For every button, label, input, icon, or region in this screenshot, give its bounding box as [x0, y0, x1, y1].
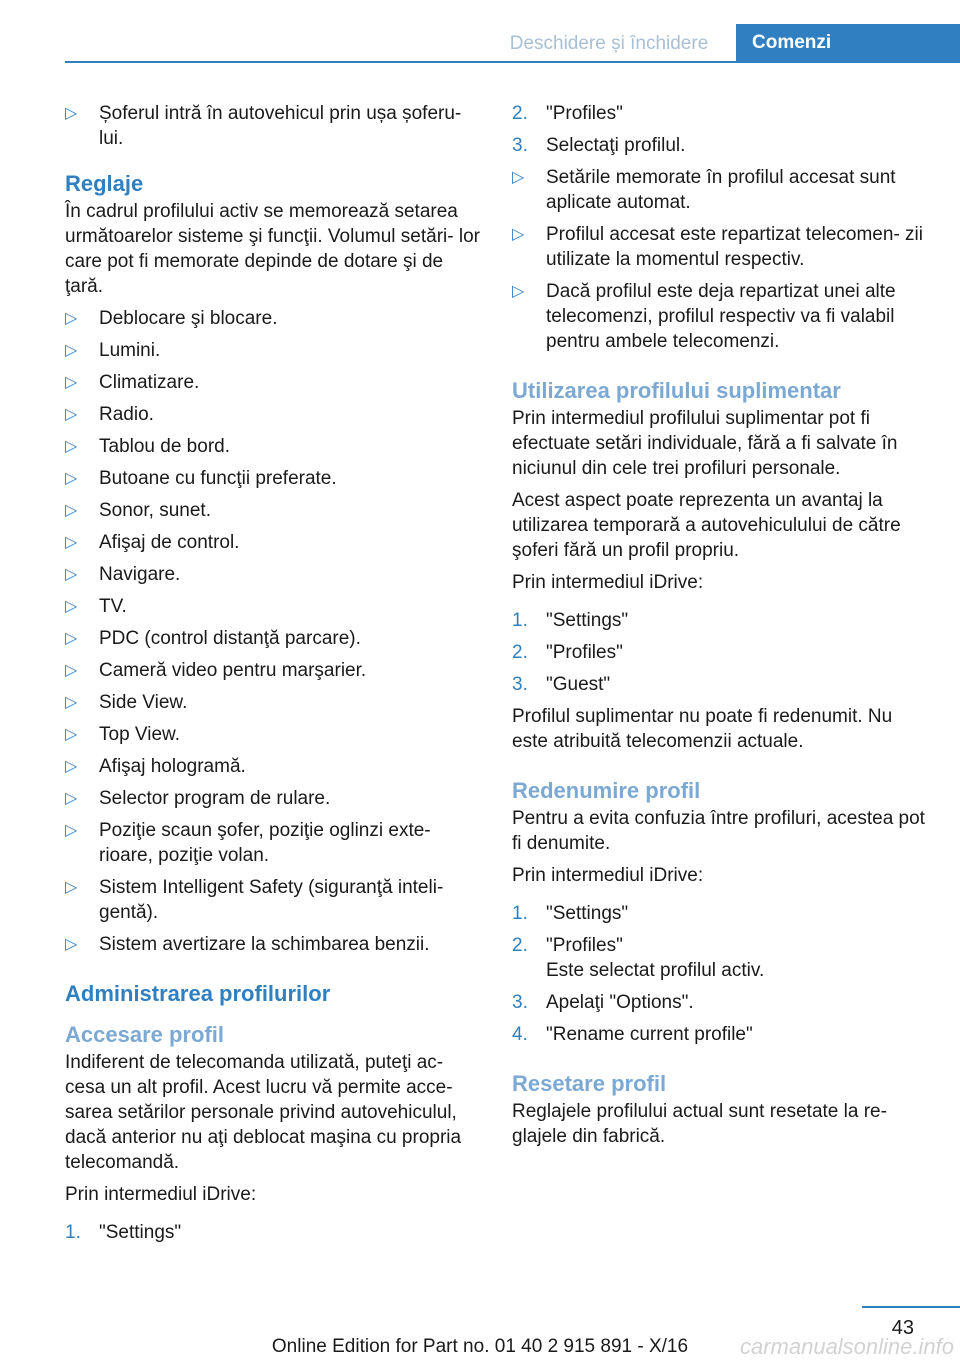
numbered-step [512, 133, 932, 158]
page-number: 43 [891, 1317, 914, 1339]
accesare-notes [512, 165, 932, 354]
list-item-text: Side View. [99, 692, 188, 713]
reglaje-text: În cadrul profilului activ se memorează setarea următoarelor sisteme şi funcţii. Volumul setări‐ lor care pot fi memorate depinde de dotare şi de ţară. [65, 201, 480, 297]
list-item-text: Cameră video pentru marşarier. [99, 660, 367, 681]
subsection-title-redenumire: Redenumire profil [512, 778, 701, 803]
step-text: "Profiles" [546, 935, 623, 956]
triangle-bullet-icon: ▷ [65, 534, 78, 551]
intro-list [65, 101, 485, 151]
triangle-bullet-icon: ▷ [512, 226, 525, 243]
list-item-text: PDC (control distanţă parcare). [99, 628, 361, 649]
list-item [65, 101, 485, 151]
redenumire-text: Pentru a evita confuzia între profiluri, acestea pot fi denumite. [512, 808, 925, 854]
triangle-bullet-icon: ▷ [65, 694, 78, 711]
triangle-bullet-icon: ▷ [65, 566, 78, 583]
list-item [512, 279, 932, 354]
list-item-text: Navigare. [99, 564, 181, 585]
header-chapter-tab[interactable]: Comenzi [736, 24, 960, 62]
list-item [65, 818, 485, 868]
triangle-bullet-icon: ▷ [65, 790, 78, 807]
numbered-step [512, 672, 932, 697]
list-item [65, 626, 485, 651]
triangle-bullet-icon: ▷ [65, 726, 78, 743]
list-item [65, 932, 485, 957]
step-number: 1. [512, 610, 528, 631]
accesare-steps-continued [512, 101, 932, 158]
triangle-bullet-icon: ▷ [512, 283, 525, 300]
list-item [65, 370, 485, 395]
numbered-step [512, 640, 932, 665]
list-item [65, 530, 485, 555]
list-item-text: Afişaj de control. [99, 532, 240, 553]
list-item-text: Setările memorate în profilul accesat sunt aplicate automat. [546, 167, 896, 213]
header-section-title: Deschidere și închidere [509, 33, 709, 54]
list-item [65, 690, 485, 715]
edition-footer: Online Edition for Part no. 01 40 2 915 891 - X/16 [271, 1336, 689, 1357]
list-item-text: Deblocare şi blocare. [99, 308, 278, 329]
triangle-bullet-icon: ▷ [65, 342, 78, 359]
list-item-text: Tablou de bord. [99, 436, 230, 457]
list-item [65, 562, 485, 587]
triangle-bullet-icon: ▷ [512, 169, 525, 186]
step-text: "Settings" [546, 610, 629, 631]
numbered-step [512, 990, 932, 1015]
triangle-bullet-icon: ▷ [65, 879, 78, 896]
subsection-title-accesare: Accesare profil [65, 1022, 224, 1047]
list-item [65, 594, 485, 619]
redenumire-steps [512, 901, 932, 1047]
step-number: 2. [512, 103, 528, 124]
triangle-bullet-icon: ▷ [65, 406, 78, 423]
idrive-label: Prin intermediul iDrive: [512, 865, 704, 886]
idrive-label: Prin intermediul iDrive: [512, 572, 704, 593]
list-item [512, 222, 932, 272]
section-title-administrare: Administrarea profilurilor [65, 981, 331, 1006]
list-item-text: Sistem Intelligent Safety (siguranţă inteli‐ gentă). [99, 877, 444, 923]
reglaje-list [65, 306, 485, 957]
numbered-step [512, 101, 932, 126]
list-item-text: Sistem avertizare la schimbarea benzii. [99, 934, 430, 955]
triangle-bullet-icon: ▷ [65, 470, 78, 487]
step-number: 4. [512, 1024, 528, 1045]
list-item [65, 754, 485, 779]
list-item [65, 338, 485, 363]
resetare-text: Reglajele profilului actual sunt resetate la re‐ glajele din fabrică. [512, 1101, 887, 1147]
watermark: carmanualsonline.info [739, 1334, 954, 1359]
step-text: Selectaţi profilul. [546, 135, 686, 156]
triangle-bullet-icon: ▷ [65, 630, 78, 647]
suplimentar-text-2: Acest aspect poate reprezenta un avantaj la utilizarea temporară a autovehiculului de către şoferi fără un profil propriu. [512, 490, 901, 561]
accesare-steps [65, 1220, 485, 1245]
subsection-title-suplimentar: Utilizarea profilului suplimentar [512, 378, 841, 403]
step-text: "Rename current profile" [546, 1024, 753, 1045]
list-item-text: Dacă profilul este deja repartizat unei alte telecomenzi, profilul respectiv va fi valabil pentru ambele telecomenzi. [546, 281, 896, 352]
numbered-step [512, 933, 932, 983]
list-item [65, 722, 485, 747]
list-item-text: Sonor, sunet. [99, 500, 211, 521]
idrive-label: Prin intermediul iDrive: [65, 1184, 257, 1205]
triangle-bullet-icon: ▷ [65, 502, 78, 519]
subsection-title-resetare: Resetare profil [512, 1071, 667, 1096]
list-item [65, 875, 485, 925]
step-text: "Profiles" [546, 642, 623, 663]
list-item-text: Șoferul intră în autovehicul prin ușa șoferu‐ lui. [99, 103, 462, 149]
triangle-bullet-icon: ▷ [65, 662, 78, 679]
list-item-text: Lumini. [99, 340, 161, 361]
step-text: "Settings" [99, 1222, 182, 1243]
step-number: 1. [65, 1222, 81, 1243]
triangle-bullet-icon: ▷ [65, 936, 78, 953]
step-number: 3. [512, 674, 528, 695]
step-number: 1. [512, 903, 528, 924]
list-item-text: Top View. [99, 724, 180, 745]
list-item-text: TV. [99, 596, 127, 617]
list-item-text: Afişaj hologramă. [99, 756, 246, 777]
triangle-bullet-icon: ▷ [65, 598, 78, 615]
step-number: 3. [512, 135, 528, 156]
triangle-bullet-icon: ▷ [65, 374, 78, 391]
list-item [65, 786, 485, 811]
step-number: 3. [512, 992, 528, 1013]
step-number: 2. [512, 642, 528, 663]
list-item-text: Butoane cu funcţii preferate. [99, 468, 337, 489]
step-text: Apelaţi "Options". [546, 992, 694, 1013]
numbered-step [65, 1220, 485, 1245]
right-column [512, 101, 932, 1156]
suplimentar-text-3: Profilul suplimentar nu poate fi redenumit. Nu este atribuită telecomenzii actuale. [512, 706, 893, 752]
list-item [65, 306, 485, 331]
left-column [65, 101, 485, 1252]
list-item-text: Selector program de rulare. [99, 788, 331, 809]
step-text: "Profiles" [546, 103, 623, 124]
step-number: 2. [512, 935, 528, 956]
triangle-bullet-icon: ▷ [65, 310, 78, 327]
numbered-step [512, 608, 932, 633]
list-item [65, 466, 485, 491]
suplimentar-text-1: Prin intermediul profilului suplimentar pot fi efectuate setări individuale, fără a fi salvate în niciunul din cele trei profiluri personale. [512, 408, 898, 479]
list-item [65, 402, 485, 427]
step-text: "Settings" [546, 903, 629, 924]
triangle-bullet-icon: ▷ [65, 822, 78, 839]
section-title-reglaje: Reglaje [65, 171, 144, 196]
numbered-step [512, 1022, 932, 1047]
list-item-text: Profilul accesat este repartizat telecomen‐ zii utilizate la momentul respectiv. [546, 224, 923, 270]
triangle-bullet-icon: ▷ [65, 438, 78, 455]
triangle-bullet-icon: ▷ [65, 105, 78, 122]
page-number-divider [862, 1306, 960, 1308]
list-item [65, 658, 485, 683]
suplimentar-steps [512, 608, 932, 697]
list-item [65, 498, 485, 523]
list-item [65, 434, 485, 459]
list-item-text: Poziţie scaun şofer, poziţie oglinzi exte‐ rioare, poziţie volan. [99, 820, 431, 866]
list-item [512, 165, 932, 215]
step-subtext: Este selectat profilul activ. [546, 960, 765, 981]
triangle-bullet-icon: ▷ [65, 758, 78, 775]
header-divider [65, 61, 960, 63]
numbered-step [512, 901, 932, 926]
list-item-text: Radio. [99, 404, 154, 425]
step-text: "Guest" [546, 674, 611, 695]
list-item-text: Climatizare. [99, 372, 200, 393]
accesare-text: Indiferent de telecomanda utilizată, puteţi ac‐ cesa un alt profil. Acest lucru vă permite acce‐ sarea setărilor personale privind autovehiculul, dacă anterior nu aţi deblocat maşina cu propria telecomandă. [65, 1052, 462, 1173]
